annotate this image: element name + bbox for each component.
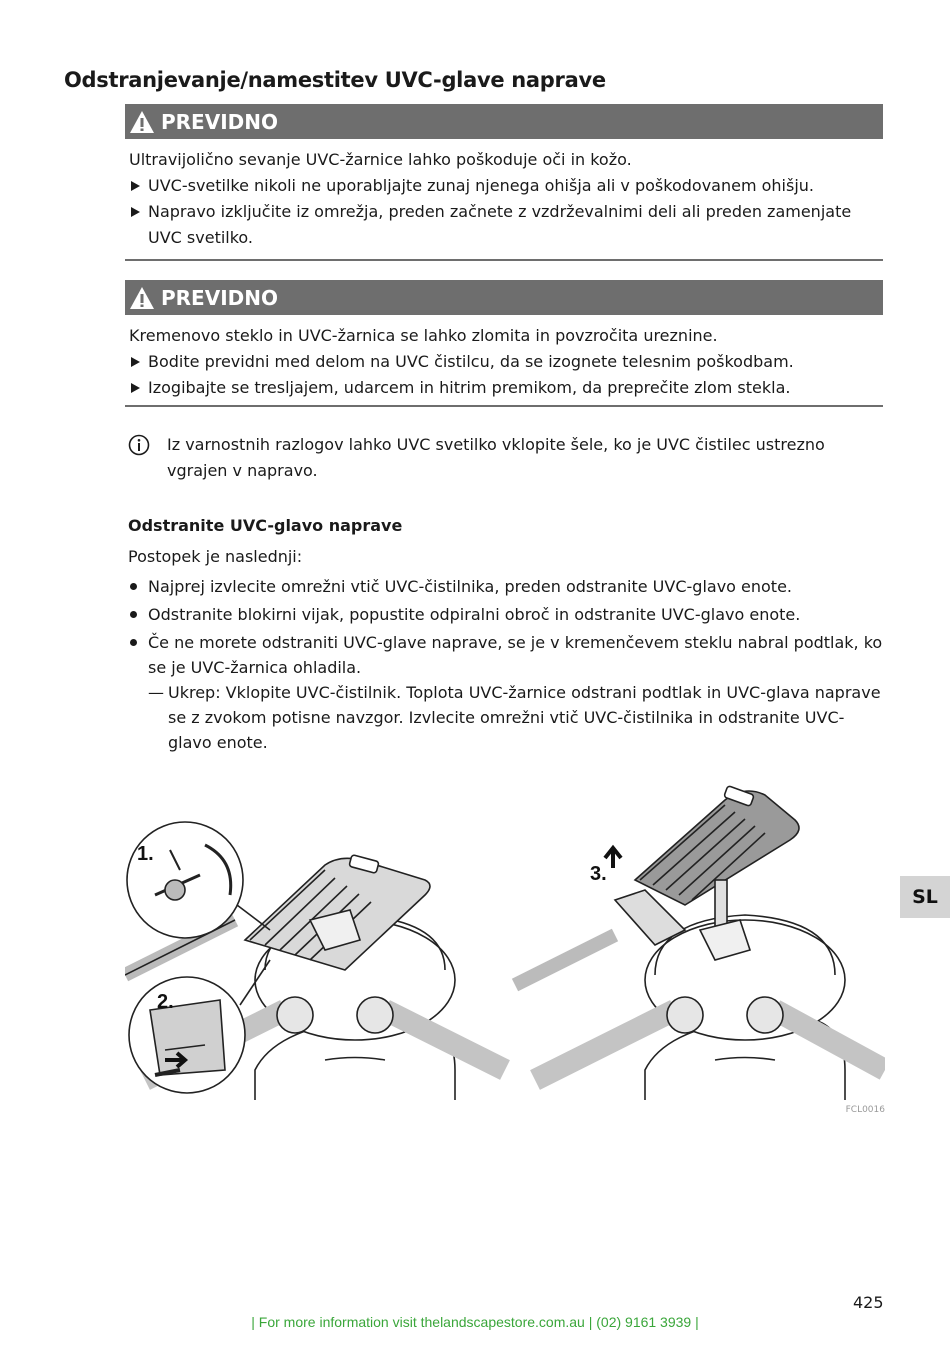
triangle-bullet-icon: [131, 383, 140, 393]
triangle-bullet-icon: [131, 181, 140, 191]
section-intro: Postopek je naslednji:: [128, 547, 303, 566]
warning-header: [125, 280, 883, 315]
footer-text: | For more information visit thelandscapestore.com.au | (02) 9161 3939 |: [251, 1314, 699, 1330]
sub-list-item: — Ukrep: Vklopite UVC-čistilnik. Toplota UVC-žarnice odstrani podtlak in UVC-glava naprave se z zvokom potisne navzgor. Izvlecite omrežni vtič UVC-čistilnika in odstranite UVC-glavo enote.: [148, 683, 881, 752]
info-icon: [128, 434, 150, 456]
warning-item: Bodite previdni med delom na UVC čistilcu, da se izognete telesnim poškodbam.: [129, 349, 883, 375]
bullet-icon: [130, 583, 137, 590]
triangle-bullet-icon: [131, 207, 140, 217]
warning-box-1: [125, 104, 883, 261]
language-tab: SL: [900, 876, 950, 918]
warning-header: [125, 104, 883, 139]
warning-item: Izogibajte se tresljajem, udarcem in hitrim premikom, da preprečite zlom stekla.: [129, 375, 883, 401]
step-1-label: 1.: [137, 843, 154, 865]
figure-code: FCL0016: [845, 1105, 885, 1115]
divider: [125, 405, 883, 407]
warning-item: Napravo izključite iz omrežja, preden začnete z vzdrževalnimi deli ali preden zamenjate UVC svetilko.: [129, 199, 883, 251]
page-number: 425: [853, 1293, 884, 1312]
page-title: Odstranjevanje/namestitev UVC-glave naprave: [64, 68, 606, 92]
warning-label: PREVIDNO: [161, 285, 278, 310]
illustration-drawing: [125, 770, 885, 1105]
bullet-icon: [130, 639, 137, 646]
list-item: Odstranite blokirni vijak, popustite odpiralni obroč in odstranite UVC-glavo enote.: [128, 602, 888, 627]
divider: [125, 259, 883, 261]
warning-lead: Ultravijolično sevanje UVC-žarnice lahko poškoduje oči in kožo.: [129, 150, 632, 169]
bullet-icon: [130, 611, 137, 618]
step-3-label: 3.: [590, 863, 607, 885]
warning-triangle-icon: [129, 110, 155, 134]
warning-item: UVC-svetilke nikoli ne uporabljajte zunaj njenega ohišja ali v poškodovanem ohišju.: [129, 173, 883, 199]
warning-label: PREVIDNO: [161, 109, 278, 134]
warning-box-2: [125, 280, 883, 407]
list-item: Če ne morete odstraniti UVC-glave naprave, se je v kremenčevem steklu nabral podtlak, ko se je UVC-žarnica ohladila. — Ukrep: Vklopite UVC-čistilnik. Toplota UVC-žarnice odstrani podtlak in UVC-glava naprave se z zvokom potisne navzgor. Izvlecite omrežni vtič UVC-čistilnika in odstranite UVC-glavo enote.: [128, 630, 888, 755]
procedure-section: [128, 514, 888, 758]
section-heading: Odstranite UVC-glavo naprave: [128, 516, 403, 535]
uvc-removal-illustration: [125, 770, 885, 1115]
info-text: Iz varnostnih razlogov lahko UVC svetilko vklopite šele, ko je UVC čistilec ustrezno vgrajen v napravo.: [167, 435, 825, 480]
step-2-label: 2.: [157, 991, 174, 1013]
list-item: Najprej izvlecite omrežni vtič UVC-čistilnika, preden odstranite UVC-glavo enote.: [128, 574, 888, 599]
warning-lead: Kremenovo steklo in UVC-žarnica se lahko zlomita in povzročita ureznine.: [129, 326, 718, 345]
triangle-bullet-icon: [131, 357, 140, 367]
warning-triangle-icon: [129, 286, 155, 310]
info-note: [128, 432, 888, 484]
